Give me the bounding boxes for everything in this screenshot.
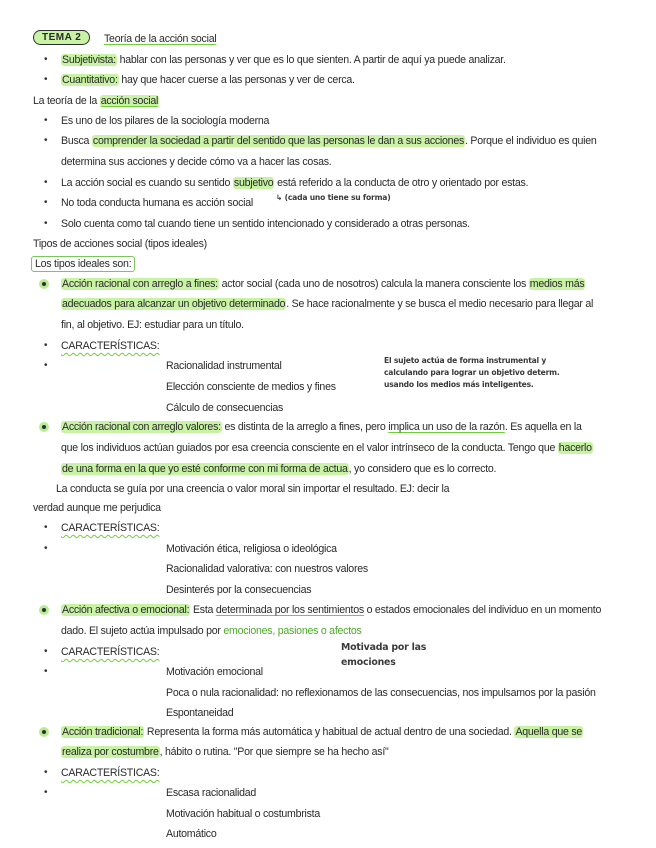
- fines-text1: actor social (cada uno de nosotros) calcula la manera consciente los: [218, 278, 529, 290]
- bullet-dot: •: [44, 177, 48, 188]
- tradicional-caracteristicas: CARACTERÍSTICAS:: [61, 767, 160, 779]
- tradicional-c2: Motivación habitual o costumbrista: [166, 808, 321, 820]
- bullet-dot: •: [44, 767, 48, 778]
- afectiva-text2: dado. El sujeto actúa impulsado por: [61, 625, 224, 637]
- cuantitativo-line: [61, 73, 355, 87]
- teoria-point-1: Es uno de los pilares de la sociología moderna: [61, 115, 270, 127]
- bullet-dot: •: [44, 218, 48, 229]
- green-bullet: [39, 279, 49, 289]
- p3-highlight: subjetivo: [233, 177, 274, 189]
- fines-c1: Racionalidad instrumental: [166, 360, 282, 372]
- teoria-heading: [33, 94, 159, 108]
- p3-post: está referido a la conducta de otro y orientado por estas.: [274, 177, 529, 189]
- teoria-point-3: [61, 176, 528, 190]
- green-bullet: [39, 605, 49, 615]
- tradicional-c1: Escasa racionalidad: [166, 787, 257, 799]
- bullet-dot: •: [44, 646, 48, 657]
- bullet-dot: •: [44, 543, 48, 554]
- tema-badge: TEMA 2: [33, 30, 90, 45]
- page-title: Teoría de la acción social: [104, 33, 217, 45]
- teoria-highlight: acción social: [100, 95, 159, 107]
- tradicional-hl1: Aquella que se: [515, 726, 583, 738]
- valores-hl-line3: de una forma en la que yo esté conforme con mi forma de actua: [62, 463, 348, 475]
- fines-c2: Elección consciente de medios y fines: [166, 381, 336, 393]
- afectiva-text1: Esta: [190, 604, 216, 616]
- afectiva-caracteristicas: CARACTERÍSTICAS:: [61, 646, 160, 658]
- afectiva-c1: Motivación emocional: [166, 666, 263, 678]
- bullet-dot: •: [44, 666, 48, 677]
- afectiva-c2: Poca o nula racionalidad: no reflexionamos de las consecuencias, nos impulsamos por la pasión: [166, 687, 596, 699]
- valores-caracteristicas: CARACTERÍSTICAS:: [61, 522, 160, 534]
- green-bullet: [39, 727, 49, 737]
- valores-c2: Racionalidad valorativa: con nuestros valores: [166, 563, 368, 575]
- tradicional-text1: Representa la forma más automática y habitual de actual dentro de una sociedad.: [144, 726, 515, 738]
- fines-c3: Cálculo de consecuencias: [166, 402, 284, 414]
- valores-u1: implica un uso de la razón: [388, 421, 505, 433]
- valores-text1b: . Es aquella en la: [504, 421, 582, 433]
- teoria-prefix: La teoría de la: [33, 95, 100, 107]
- subjetivista-label: Subjetivista:: [62, 54, 116, 66]
- teoria-point-4: No toda conducta humana es acción social: [61, 197, 253, 209]
- afectiva-line-1: [61, 603, 601, 617]
- tradicional-hl2: realiza por costumbre: [62, 746, 159, 758]
- bullet-dot: •: [44, 787, 48, 798]
- bullet-dot: •: [44, 115, 48, 126]
- subjetivista-text: hablar con las personas y ver que es lo que sienten. A partir de aquí ya puede analizar.: [116, 54, 506, 66]
- valores-line-1: [61, 420, 582, 434]
- tradicional-line-2: [61, 745, 389, 759]
- cuantitativo-text: hay que hacer cuerse a las personas y ver de cerca.: [118, 74, 355, 86]
- afectiva-note-1: Motivada por las: [341, 642, 427, 653]
- afectiva-note-2: emociones: [341, 657, 396, 668]
- tradicional-label: Acción tradicional:: [62, 726, 144, 738]
- valores-label: Acción racional con arreglo valores:: [62, 421, 221, 433]
- valores-text1: es distinta de la arreglo a fines, pero: [221, 421, 389, 433]
- fines-note-1: El sujeto actúa de forma instrumental y: [384, 356, 547, 365]
- p2-pre: Busca: [61, 135, 92, 147]
- fines-label: Acción racional con arreglo a fines:: [62, 278, 218, 290]
- teoria-point-5: Solo cuenta como tal cuando tiene un sentido intencionado y considerado a otras personas.: [61, 218, 470, 230]
- afectiva-label: Acción afectiva o emocional:: [62, 604, 190, 616]
- valores-line-4: La conducta se guía por una creencia o valor moral sin importar el resultado. EJ: decir la: [56, 483, 450, 495]
- valores-line-3: [61, 462, 496, 476]
- tradicional-c3: Automático: [166, 828, 217, 840]
- fines-hl2: medios más: [529, 278, 585, 290]
- tipos-title: Tipos de acciones social (tipos ideales): [33, 238, 207, 250]
- bullet-dot: •: [44, 340, 48, 351]
- handwritten-note-forma: ↳ (cada uno tiene su forma): [276, 193, 391, 202]
- afectiva-line-2: [61, 624, 362, 638]
- teoria-point-2-cont: determina sus acciones y decide cómo va a hacer las cosas.: [61, 156, 332, 168]
- fines-hl3: adecuados para alcanzar un objetivo determinado: [62, 298, 286, 310]
- bullet-dot: •: [44, 360, 48, 371]
- bullet-dot: •: [44, 74, 48, 85]
- bullet-dot: •: [44, 54, 48, 65]
- bullet-dot: •: [44, 135, 48, 146]
- fines-line-3: fin, al objetivo. EJ: estudiar para un título.: [61, 319, 244, 331]
- fines-line-2: [61, 297, 593, 311]
- fines-text2: . Se hace racionalmente y se busca el medio necesario para llegar al: [286, 298, 594, 310]
- afectiva-c3: Espontaneidad: [166, 707, 234, 719]
- p2-highlight: comprender la sociedad a partir del sentido que las personas le dan a sus acciones: [92, 135, 465, 147]
- valores-c3: Desinterés por la consecuencias: [166, 584, 312, 596]
- teoria-point-2: [61, 134, 597, 148]
- fines-note-2: calculando para lograr un objetivo determ.: [384, 368, 560, 377]
- green-bullet: [39, 422, 49, 432]
- valores-text2: que los individuos actúan guiados por esa creencia consciente en el valor intrínseco de la conducta. Tengo que: [61, 442, 558, 454]
- fines-line-1: [61, 277, 585, 291]
- afectiva-text1b: o estados emocionales del individuo en un momento: [363, 604, 602, 616]
- p2-post: . Porque el individuo es quien: [465, 135, 597, 147]
- tradicional-line-1: [61, 725, 583, 739]
- fines-caracteristicas: CARACTERÍSTICAS:: [61, 340, 160, 352]
- valores-hl-hacerlo: hacerlo: [558, 442, 592, 454]
- bullet-dot: •: [44, 522, 48, 533]
- subjetivista-line: [61, 53, 506, 67]
- valores-line-5: verdad aunque me perjudica: [33, 502, 161, 514]
- tipos-box: Los tipos ideales son:: [31, 256, 135, 272]
- afectiva-u1: determinada por los sentimientos: [215, 604, 364, 616]
- valores-c1: Motivación ética, religiosa o ideológica: [166, 543, 337, 555]
- fines-note-3: usando los medios más inteligentes.: [384, 380, 534, 389]
- p3-pre: La acción social es cuando su sentido: [61, 177, 233, 189]
- afectiva-green2: emociones, pasiones o afectos: [223, 625, 362, 637]
- bullet-dot: •: [44, 197, 48, 208]
- cuantitativo-label: Cuantitativo:: [62, 74, 118, 86]
- valores-line-2: [61, 441, 593, 455]
- tradicional-text2: , hábito o rutina. "Por que siempre se ha hecho así": [159, 746, 389, 758]
- valores-text3: , yo considero que es lo correcto.: [348, 463, 497, 475]
